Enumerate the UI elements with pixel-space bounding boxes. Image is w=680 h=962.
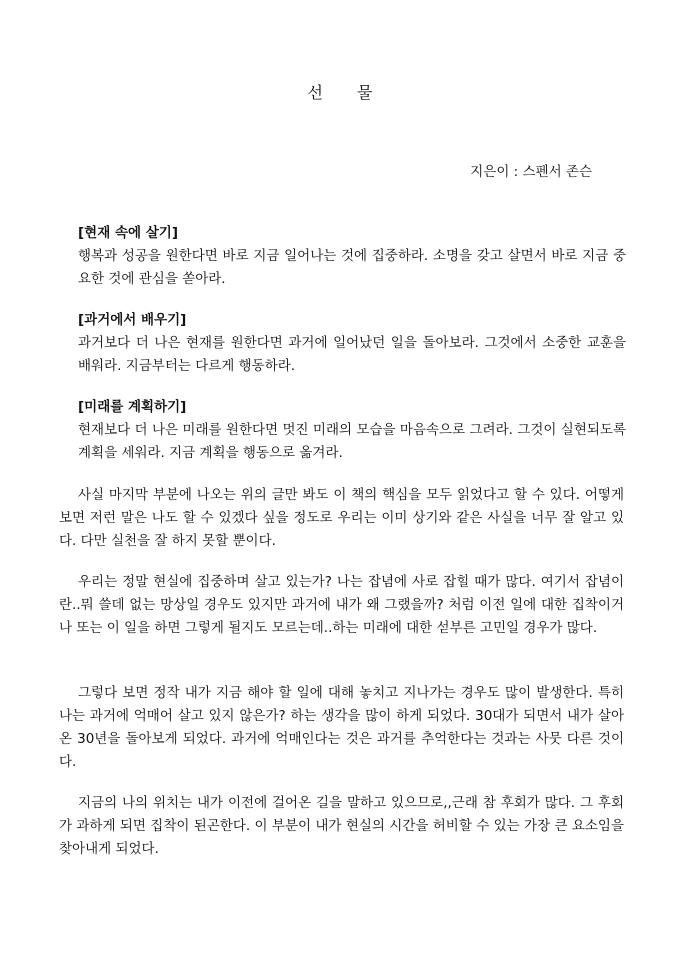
section-present (78, 222, 626, 291)
section-text: 현재보다 더 나은 미래를 원한다면 멋진 미래의 모습을 마음속으로 그려라. 그것이 실현되도록 계획을 세워라. 지금 계획을 행동으로 옮겨라. (78, 422, 626, 461)
body-paragraph: 사실 마지막 부분에 나오는 위의 글만 봐도 이 책의 핵심을 모두 읽었다고 할 수 있다. 어떻게 보면 저런 말은 나도 할 수 있겠다 싶을 정도로 우리는 이미 상기와 같은 사실을 너무 잘 알고 있다. 다만 실천을 잘 하지 못할 뿐이다. (59, 487, 624, 549)
section-heading: [미래를 계획하기] (78, 399, 187, 415)
body-paragraph: 우리는 정말 현실에 집중하며 살고 있는가? 나는 잡념에 사로 잡힐 때가 많다. 여기서 잡념이란..뭐 쓸데 없는 망상일 경우도 있지만 과거에 내가 왜 그랬을까? 처럼 이전 일에 대한 집착이거나 또는 이 일을 하면 그렇게 될지도 모르는데..하는 미래에 대한 섣부른 고민일 경우가 많다. (59, 574, 624, 636)
body-paragraph: 그렇다 보면 정작 내가 지금 해야 할 일에 대해 놓치고 지나가는 경우도 많이 발생한다. 특히 나는 과거에 억매어 살고 있지 않은가? 하는 생각을 많이 하게 되었다. 30대가 되면서 내가 살아온 30년을 돌아보게 되었다. 과거에 억매인다는 것은 과거를 추억한다는 것과는 사뭇 다른 것이다. (59, 685, 624, 770)
title-char-2: 물 (357, 83, 373, 102)
section-past (78, 309, 626, 378)
document-title (0, 80, 680, 103)
body-paragraph: 지금의 나의 위치는 내가 이전에 걸어온 길을 말하고 있으므로,,근래 참 후회가 많다. 그 후회가 과하게 되면 집착이 된곤한다. 이 부분이 내가 현실의 시간을 허비할 수 있는 가장 큰 요소임을 찾아내게 되었다. (59, 795, 624, 857)
section-heading: [과거에서 배우기] (78, 312, 187, 328)
section-text: 과거보다 더 나은 현재를 원한다면 과거에 일어났던 일을 돌아보라. 그것에서 소중한 교훈을 배워라. 지금부터는 다르게 행동하라. (78, 335, 626, 374)
title-char-1: 선 (307, 83, 323, 102)
section-heading: [현재 속에 살기] (78, 225, 178, 241)
section-text: 행복과 성공을 원한다면 바로 지금 일어나는 것에 집중하라. 소명을 갖고 살면서 바로 지금 중요한 것에 관심을 쏟아라. (78, 248, 626, 287)
section-future (78, 396, 626, 465)
author-line: 지은이 : 스펜서 존슨 (470, 164, 592, 180)
